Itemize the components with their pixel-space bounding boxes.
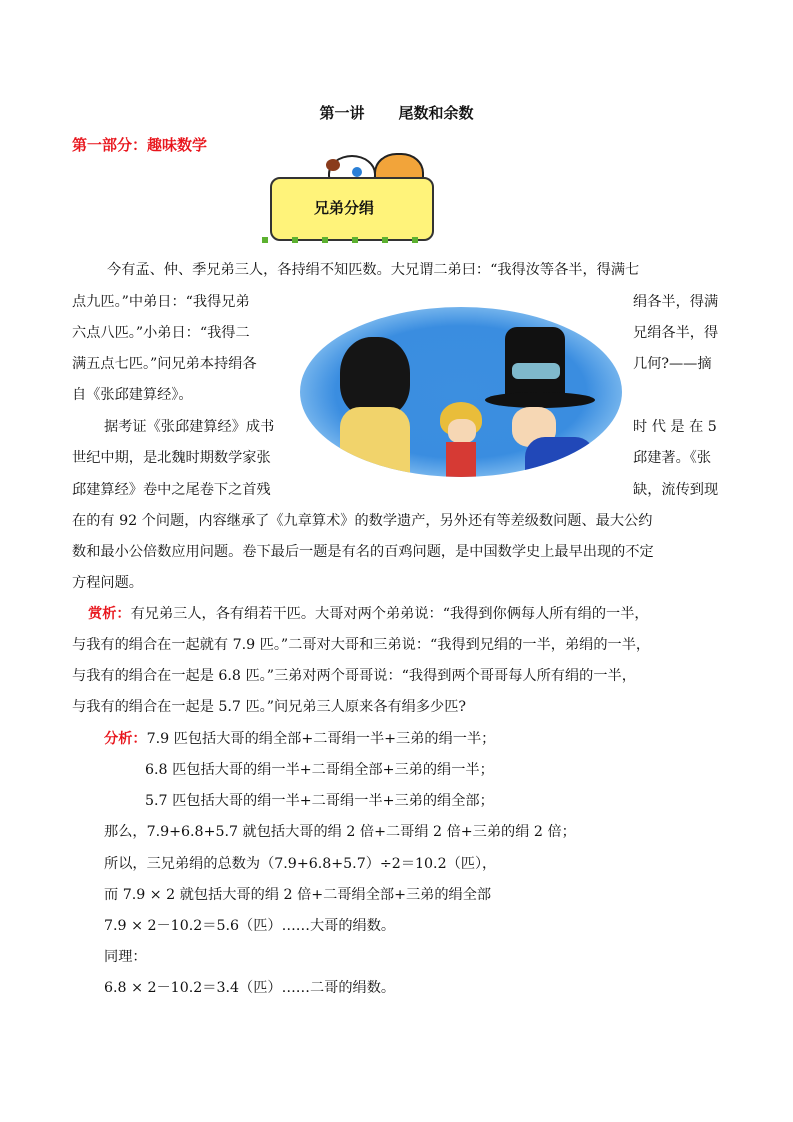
- story-line: 兄绢各半，得: [633, 325, 719, 341]
- story-line: 自《张邱建算经》。: [72, 387, 193, 403]
- appreciation-line: [88, 603, 649, 623]
- appreciation-text: 有兄弟三人，各有绢若干匹。大哥对两个弟弟说：“我得到你俩每人所有绢的一半，: [130, 606, 649, 622]
- appreciation-line: 与我有的绢合在一起是 6.8 匹。”三弟对两个哥哥说：“我得到两个哥哥每人所有绢的一半，: [72, 668, 636, 684]
- appreciation-label: 赏析：: [88, 606, 131, 622]
- brother-back-figure: [340, 337, 410, 417]
- grass-icon: [262, 237, 434, 243]
- analysis-line: 6.8 匹包括大哥的绢一半+二哥绢全部+三弟的绢一半；: [145, 762, 494, 778]
- story-line: 今有孟、仲、季兄弟三人，各持绢不知匹数。大兄谓二弟曰：“我得汝等各半，得满七: [107, 262, 640, 278]
- analysis-label: 分析：: [104, 731, 147, 747]
- analysis-line: 6.8 × 2－10.2＝3.4（匹）……二哥的绢数。: [104, 980, 396, 996]
- analysis-line: [104, 728, 495, 748]
- brother-back-shirt: [340, 407, 410, 477]
- analysis-text: 7.9 匹包括大哥的绢全部+二哥绢一半+三弟的绢一半；: [146, 731, 496, 747]
- analysis-line: 那么，7.9+6.8+5.7 就包括大哥的绢 2 倍+二哥绢 2 倍+三弟的绢 2 倍；: [104, 824, 576, 840]
- analysis-line: 7.9 × 2－10.2＝5.6（匹）……大哥的绢数。: [104, 918, 396, 934]
- anime-brothers-illustration: [300, 307, 622, 477]
- history-line: 世纪中期，是北魏时期数学家张: [72, 450, 271, 466]
- hat-brim: [485, 392, 595, 408]
- history-line: 据考证《张邱建算经》成书: [104, 419, 275, 435]
- appreciation-line: 与我有的绢合在一起就有 7.9 匹。”二哥对大哥和三弟说：“我得到兄绢的一半，弟绢的一半，: [72, 637, 651, 653]
- analysis-line: 而 7.9 × 2 就包括大哥的绢 2 倍+二哥绢全部+三弟的绢全部: [104, 887, 492, 903]
- goggles: [512, 363, 560, 379]
- title-sign-illustration: [262, 153, 434, 243]
- lecture-title: [0, 102, 793, 123]
- history-line: 邱建算经》卷中之尾卷下之首残: [72, 482, 271, 498]
- sign-board: [270, 177, 434, 241]
- sign-label: 兄弟分绢: [314, 199, 375, 217]
- history-line: 邱建著。《张: [633, 450, 712, 466]
- top-hat-figure: [505, 327, 565, 397]
- story-line: 满五点七匹。”问兄弟本持绢各: [72, 356, 257, 372]
- lecture-topic: 尾数和余数: [398, 104, 474, 122]
- section-heading: 第一部分：趣味数学: [72, 136, 208, 154]
- story-line: 绢各半，得满: [633, 294, 719, 310]
- history-line: 缺，流传到现: [633, 482, 719, 498]
- appreciation-line: 与我有的绢合在一起是 5.7 匹。”问兄弟三人原来各有绢多少匹?: [72, 699, 467, 715]
- analysis-line: 同理：: [104, 949, 147, 965]
- story-line: 六点八匹。”小弟日：“我得二: [72, 325, 250, 341]
- lecture-number: 第一讲: [319, 104, 365, 122]
- history-line: 时 代 是 在 5: [633, 419, 717, 435]
- history-line: 数和最小公倍数应用问题。卷下最后一题是有名的百鸡问题，是中国数学史上最早出现的不定: [72, 544, 654, 560]
- analysis-line: 5.7 匹包括大哥的绢一半+二哥绢一半+三弟的绢全部；: [145, 793, 494, 809]
- story-line: 几何?——摘: [633, 356, 712, 372]
- top-hat-coat: [525, 437, 595, 477]
- story-line: 点九匹。”中弟日：“我得兄弟: [72, 294, 250, 310]
- history-line: 方程问题。: [72, 575, 143, 591]
- analysis-line: 所以，三兄弟绢的总数为（7.9+6.8+5.7）÷2＝10.2（匹），: [104, 856, 497, 872]
- straw-hat-face: [448, 419, 476, 443]
- history-line: 在的有 92 个问题，内容继承了《九章算术》的数学遗产，另外还有等差级数问题、最大公约: [72, 513, 653, 529]
- straw-hat-shirt: [446, 442, 476, 477]
